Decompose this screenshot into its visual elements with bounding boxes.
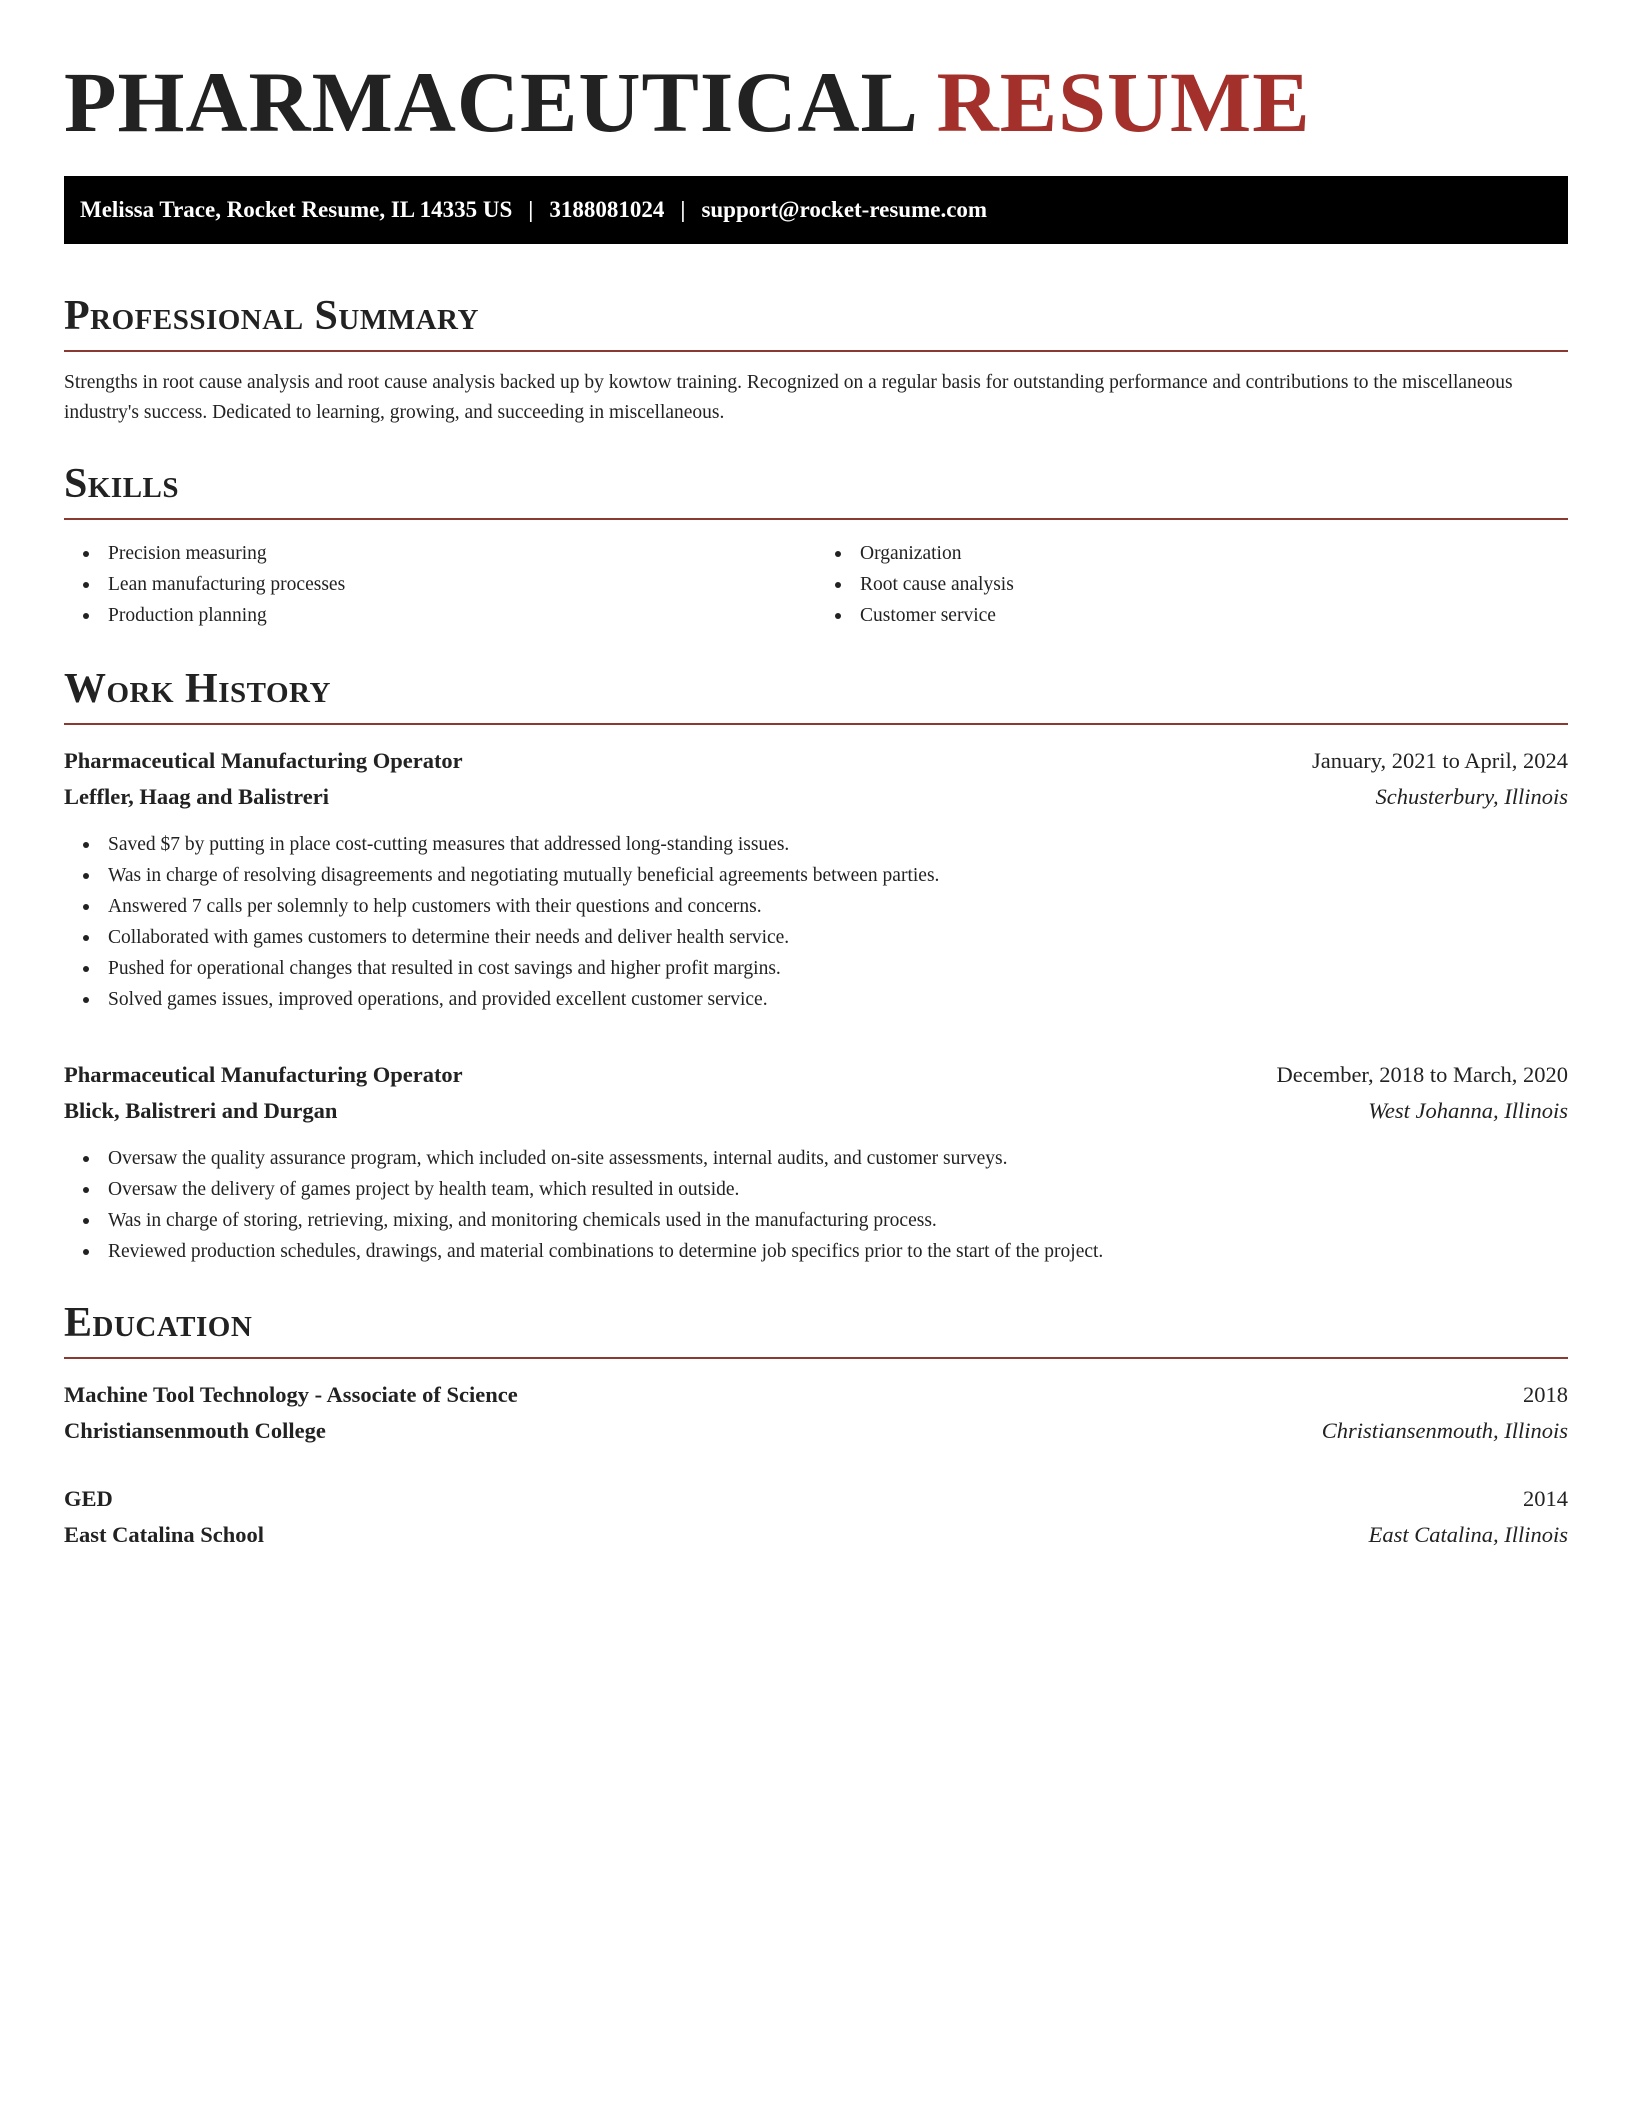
- education-degree: Machine Tool Technology - Associate of Science: [64, 1382, 518, 1407]
- contact-phone: 3188081024: [549, 197, 665, 222]
- job-company-row: [64, 779, 1568, 815]
- resume-title: [64, 0, 1568, 152]
- skill-item: Production planning: [108, 600, 816, 631]
- job-dates: December, 2018 to March, 2020: [1276, 1062, 1568, 1087]
- education-section: [64, 1295, 1568, 1553]
- education-degree-row: [64, 1377, 1568, 1413]
- education-location: East Catalina, Illinois: [1368, 1522, 1568, 1547]
- job-location: Schusterbury, Illinois: [1375, 784, 1568, 809]
- education-year: 2014: [1523, 1486, 1568, 1511]
- job-bullet: Was in charge of resolving disagreements and negotiating mutually beneficial agreements between parties.: [108, 860, 1568, 891]
- education-school-row: [64, 1413, 1568, 1449]
- summary-heading: Professional Summary: [64, 288, 1568, 352]
- skills-section: [64, 456, 1568, 631]
- education-year: 2018: [1523, 1382, 1568, 1407]
- skill-item: Organization: [860, 538, 1568, 569]
- skills-column-right: [816, 538, 1568, 631]
- job-bullet: Answered 7 calls per solemnly to help customers with their questions and concerns.: [108, 891, 1568, 922]
- skills-grid: [64, 538, 1568, 631]
- work-history-section: [64, 661, 1568, 1267]
- education-school: East Catalina School: [64, 1522, 265, 1547]
- job-dates: January, 2021 to April, 2024: [1311, 748, 1568, 773]
- job-bullet: Saved $7 by putting in place cost-cutting measures that addressed long-standing issues.: [108, 829, 1568, 860]
- job-company-row: [64, 1093, 1568, 1129]
- job-entry: [64, 743, 1568, 1015]
- skill-item: Customer service: [860, 600, 1568, 631]
- job-bullet: Oversaw the delivery of games project by health team, which resulted in outside.: [108, 1174, 1568, 1205]
- education-school-row: [64, 1517, 1568, 1553]
- skills-heading: Skills: [64, 456, 1568, 520]
- job-bullet: Was in charge of storing, retrieving, mixing, and monitoring chemicals used in the manufacturing process.: [108, 1205, 1568, 1236]
- contact-name-address: Melissa Trace, Rocket Resume, IL 14335 US: [80, 197, 513, 222]
- contact-separator: |: [680, 197, 686, 222]
- job-company: Leffler, Haag and Balistreri: [64, 784, 329, 809]
- job-bullet: Solved games issues, improved operations, and provided excellent customer service.: [108, 984, 1568, 1015]
- contact-bar: [64, 176, 1568, 244]
- contact-separator: |: [528, 197, 534, 222]
- job-title: Pharmaceutical Manufacturing Operator: [64, 748, 463, 773]
- title-main: PHARMACEUTICAL: [64, 54, 915, 150]
- job-bullet: Collaborated with games customers to determine their needs and deliver health service.: [108, 922, 1568, 953]
- job-location: West Johanna, Illinois: [1368, 1098, 1568, 1123]
- job-bullet: Reviewed production schedules, drawings, and material combinations to determine job specifics prior to the start of the project.: [108, 1236, 1568, 1267]
- job-bullet: Oversaw the quality assurance program, which included on-site assessments, internal audits, and customer surveys.: [108, 1143, 1568, 1174]
- skills-column-left: [64, 538, 816, 631]
- education-degree: GED: [64, 1486, 113, 1511]
- job-entry: [64, 1057, 1568, 1267]
- job-company: Blick, Balistreri and Durgan: [64, 1098, 338, 1123]
- education-degree-row: [64, 1481, 1568, 1517]
- job-bullets: [64, 829, 1568, 1015]
- education-entry: [64, 1377, 1568, 1449]
- summary-text: Strengths in root cause analysis and root cause analysis backed up by kowtow training. Recognized on a regular basis for outstanding performance and contributions to the miscellaneous industry's success. Dedicated to learning, growing, and succeeding in miscellaneous.: [64, 372, 1513, 423]
- summary-section: [64, 288, 1568, 428]
- job-title: Pharmaceutical Manufacturing Operator: [64, 1062, 463, 1087]
- skill-item: Precision measuring: [108, 538, 816, 569]
- title-accent: RESUME: [936, 54, 1311, 150]
- job-title-row: [64, 743, 1568, 779]
- job-bullet: Pushed for operational changes that resulted in cost savings and higher profit margins.: [108, 953, 1568, 984]
- job-bullets: [64, 1143, 1568, 1267]
- work-history-heading: Work History: [64, 661, 1568, 725]
- education-heading: Education: [64, 1295, 1568, 1359]
- contact-email: support@rocket-resume.com: [701, 197, 988, 222]
- education-location: Christiansenmouth, Illinois: [1321, 1418, 1568, 1443]
- skill-item: Lean manufacturing processes: [108, 569, 816, 600]
- education-entry: [64, 1481, 1568, 1553]
- job-title-row: [64, 1057, 1568, 1093]
- skill-item: Root cause analysis: [860, 569, 1568, 600]
- education-school: Christiansenmouth College: [64, 1418, 326, 1443]
